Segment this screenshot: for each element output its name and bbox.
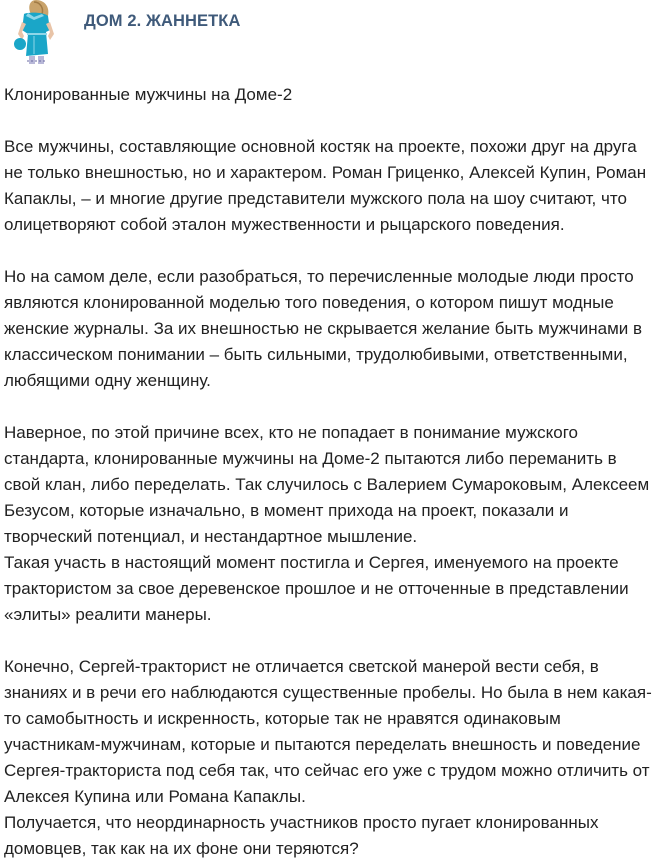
- text-line: домовцев, так как на их фоне они теряются?: [4, 839, 359, 858]
- avatar-girl-icon: [14, 0, 60, 66]
- text-line: творческий потенциал, и нестандартное мышление.: [4, 527, 418, 546]
- text-line: Конечно, Сергей-тракторист не отличается светской манерой вести себя, в: [4, 657, 599, 676]
- text-line: трактористом за свое деревенское прошлое и не отточенные в представлении: [4, 579, 629, 598]
- text-line: свой клан, либо переделать. Так случилось с Валерием Сумароковым, Алексеем: [4, 475, 650, 494]
- text-line: «элиты» реалити манеры.: [4, 605, 212, 624]
- text-line: Получается, что неординарность участников просто пугает клонированных: [4, 813, 599, 832]
- text-line: то самобытность и искренность, которые так не нравятся одинаковым: [4, 709, 561, 728]
- paragraph-6: [4, 810, 666, 862]
- article-body: [4, 82, 666, 862]
- paragraph-5: [4, 654, 666, 810]
- text-line: не только внешностью, но и характером. Роман Гриценко, Алексей Купин, Роман: [4, 163, 647, 182]
- text-line: участникам-мужчинам, которые и пытаются переделать внешность и поведение: [4, 735, 641, 754]
- post-header: [0, 0, 670, 70]
- article-title: [4, 82, 666, 108]
- text-line: Капаклы, – и многие другие представители мужского пола на шоу считают, что: [4, 189, 627, 208]
- text-line: женские журналы. За их внешностью не скрывается желание быть мужчинами в: [4, 319, 643, 338]
- text-line: Наверное, по этой причине всех, кто не попадает в понимание мужского: [4, 423, 578, 442]
- paragraph-3: [4, 420, 666, 550]
- text-line: Сергея-тракториста под себя так, что сейчас его уже с трудом можно отличить от: [4, 761, 650, 780]
- channel-title[interactable]: ДОМ 2. ЖАННЕТКА: [84, 12, 241, 30]
- article-title-text: Клонированные мужчины на Доме-2: [4, 85, 293, 104]
- text-line: классическом понимании – быть сильными, трудолюбивыми, ответственными,: [4, 345, 628, 364]
- text-line: Алексея Купина или Романа Капаклы.: [4, 787, 306, 806]
- paragraph-2: [4, 264, 666, 394]
- text-line: Но на самом деле, если разобраться, то перечисленные молодые люди просто: [4, 267, 634, 286]
- text-line: являются клонированной моделью того поведения, о котором пишут модные: [4, 293, 614, 312]
- channel-avatar[interactable]: [14, 0, 60, 66]
- text-line: Такая участь в настоящий момент постигла и Сергея, именуемого на проекте: [4, 553, 619, 572]
- text-line: стандарта, клонированные мужчины на Доме-2 пытаются либо переманить в: [4, 449, 617, 468]
- text-line: Безусом, которые изначально, в момент прихода на проект, показали и: [4, 501, 569, 520]
- text-line: олицетворяют собой эталон мужественности и рыцарского поведения.: [4, 215, 565, 234]
- paragraph-4: [4, 550, 666, 628]
- text-line: знаниях и в речи его наблюдаются существенные пробелы. Но была в нем какая-: [4, 683, 652, 702]
- text-line: любящими одну женщину.: [4, 371, 211, 390]
- text-line: Все мужчины, составляющие основной костяк на проекте, похожи друг на друга: [4, 137, 637, 156]
- paragraph-1: [4, 134, 666, 238]
